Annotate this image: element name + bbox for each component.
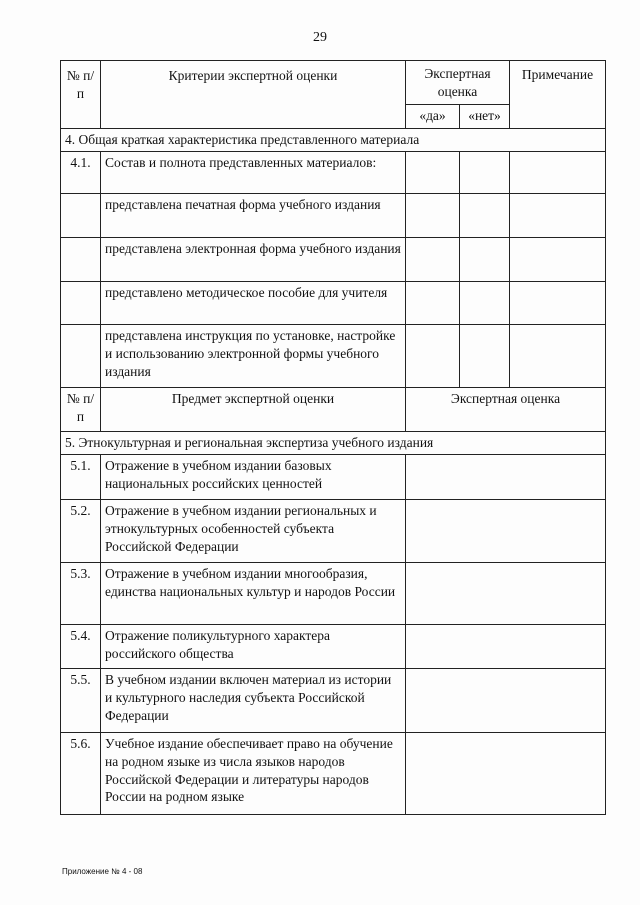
- yes-cell[interactable]: [406, 152, 460, 194]
- row-number: 5.3.: [61, 563, 101, 625]
- header-num: № п/п: [61, 388, 101, 432]
- table-row: [61, 625, 606, 669]
- table-row: [61, 325, 606, 388]
- row-text: Отражение поликультурного характера российского общества: [101, 625, 406, 669]
- row-text: В учебном издании включен материал из истории и культурного наследия субъекта Российской Федерации: [101, 669, 406, 733]
- evaluation-cell[interactable]: [406, 669, 606, 733]
- evaluation-cell[interactable]: [406, 625, 606, 669]
- page-number: 29: [313, 30, 327, 45]
- yes-cell[interactable]: [406, 238, 460, 282]
- row-text: представлена печатная форма учебного издания: [101, 194, 406, 238]
- expert-evaluation-table: [60, 60, 606, 815]
- table-row: [61, 238, 606, 282]
- table-row: [61, 194, 606, 238]
- yes-cell[interactable]: [406, 282, 460, 325]
- header-note: Примечание: [510, 61, 606, 129]
- table-row: [61, 282, 606, 325]
- evaluation-cell[interactable]: [406, 455, 606, 500]
- table-row: [61, 669, 606, 733]
- note-cell[interactable]: [510, 325, 606, 388]
- row-number: [61, 282, 101, 325]
- row-number: 5.1.: [61, 455, 101, 500]
- no-cell[interactable]: [460, 282, 510, 325]
- row-number: 4.1.: [61, 152, 101, 194]
- row-number: 5.4.: [61, 625, 101, 669]
- header-criteria: Критерии экспертной оценки: [101, 61, 406, 129]
- table-row: [61, 455, 606, 500]
- section-title: 4. Общая краткая характеристика представленного материала: [61, 129, 606, 152]
- yes-cell[interactable]: [406, 194, 460, 238]
- table-row: [61, 733, 606, 815]
- header-num: № п/п: [61, 61, 101, 129]
- row-text: представлено методическое пособие для учителя: [101, 282, 406, 325]
- note-cell[interactable]: [510, 152, 606, 194]
- row-text: Отражение в учебном издании базовых национальных российских ценностей: [101, 455, 406, 500]
- table-row: [61, 563, 606, 625]
- section-title: 5. Этнокультурная и региональная экспертиза учебного издания: [61, 432, 606, 455]
- table1-header-row: [61, 61, 606, 105]
- row-number: [61, 238, 101, 282]
- row-number: 5.5.: [61, 669, 101, 733]
- row-number: 5.2.: [61, 500, 101, 563]
- no-cell[interactable]: [460, 238, 510, 282]
- note-cell[interactable]: [510, 282, 606, 325]
- no-cell[interactable]: [460, 325, 510, 388]
- row-text: Отражение в учебном издании многообразия, единства национальных культур и народов России: [101, 563, 406, 625]
- no-cell[interactable]: [460, 152, 510, 194]
- row-text: представлена инструкция по установке, настройке и использованию электронной формы учебного издания: [101, 325, 406, 388]
- note-cell[interactable]: [510, 194, 606, 238]
- row-text: Учебное издание обеспечивает право на обучение на родном языке из числа языков народов Российской Федерации и литературы народов России на родном языке: [101, 733, 406, 815]
- note-cell[interactable]: [510, 238, 606, 282]
- header-subject: Предмет экспертной оценки: [101, 388, 406, 432]
- footer-annex-label: Приложение № 4 - 08: [62, 867, 143, 876]
- table-row: [61, 152, 606, 194]
- row-number: [61, 194, 101, 238]
- row-text: Отражение в учебном издании региональных и этнокультурных особенностей субъекта Российской Федерации: [101, 500, 406, 563]
- section-4-row: [61, 129, 606, 152]
- row-text: Состав и полнота представленных материалов:: [101, 152, 406, 194]
- table-row: [61, 500, 606, 563]
- header-evaluation: Экспертная оценка: [406, 61, 510, 105]
- yes-cell[interactable]: [406, 325, 460, 388]
- no-cell[interactable]: [460, 194, 510, 238]
- section-5-row: [61, 432, 606, 455]
- row-number: [61, 325, 101, 388]
- header-yes: «да»: [406, 105, 460, 129]
- header-no: «нет»: [460, 105, 510, 129]
- evaluation-cell[interactable]: [406, 563, 606, 625]
- row-number: 5.6.: [61, 733, 101, 815]
- row-text: представлена электронная форма учебного издания: [101, 238, 406, 282]
- table2-header-row: [61, 388, 606, 432]
- evaluation-cell[interactable]: [406, 500, 606, 563]
- evaluation-cell[interactable]: [406, 733, 606, 815]
- header-evaluation: Экспертная оценка: [406, 388, 606, 432]
